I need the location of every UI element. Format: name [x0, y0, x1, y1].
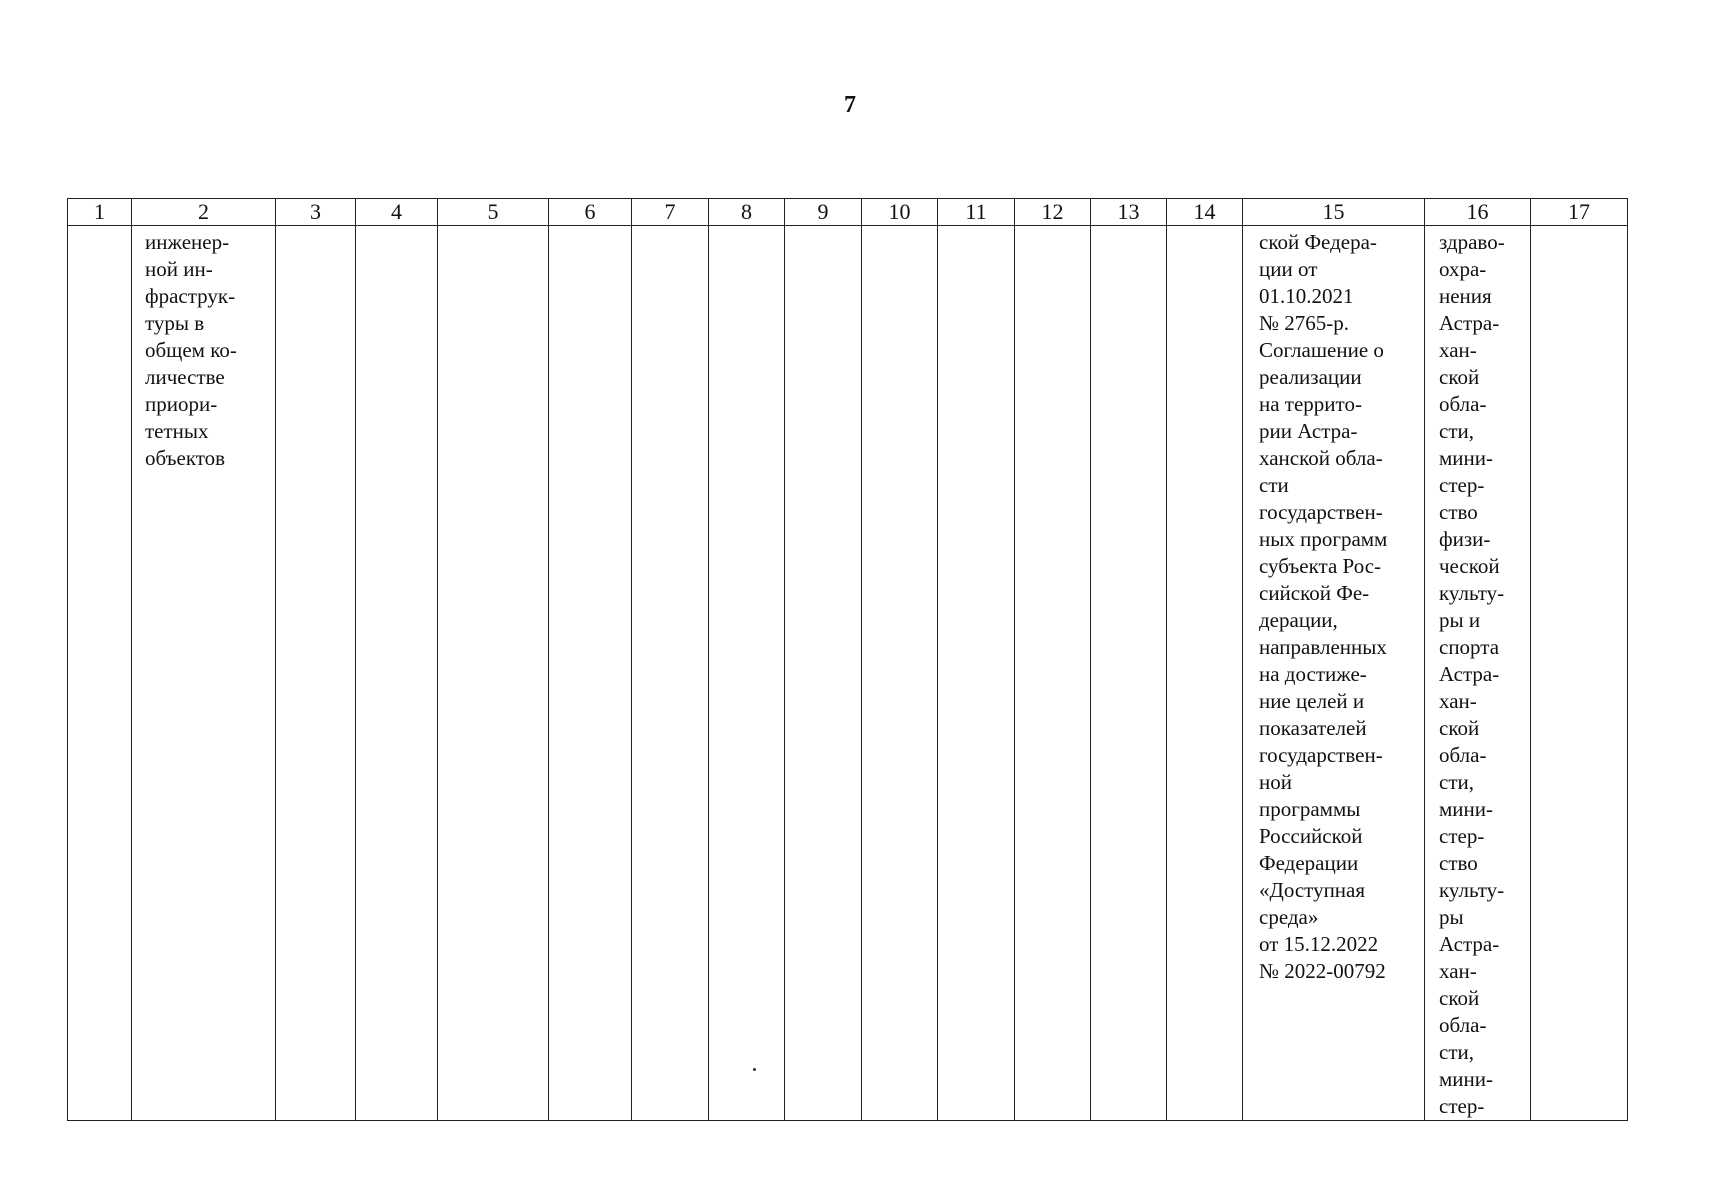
cell-text-4 [356, 226, 437, 229]
table-cell-15 [1243, 226, 1425, 1121]
cell-text-14 [1167, 226, 1242, 229]
column-header-13: 13 [1091, 199, 1167, 226]
column-header-10: 10 [862, 199, 938, 226]
table-cell-5 [438, 226, 549, 1121]
cell-text-2: инженер- ной ин- фраструк- туры в общем ко- личестве приори- тетных объектов [145, 230, 237, 470]
cell-text-9 [785, 226, 861, 229]
column-header-15: 15 [1243, 199, 1425, 226]
table-cell-11 [938, 226, 1015, 1121]
table-cell-16 [1425, 226, 1531, 1121]
column-header-5: 5 [438, 199, 549, 226]
cell-text-13 [1091, 226, 1166, 229]
table-cell-7 [632, 226, 709, 1121]
table-cell-3 [276, 226, 356, 1121]
page-number: 7 [844, 92, 856, 118]
column-header-12: 12 [1015, 199, 1091, 226]
column-header-14: 14 [1167, 199, 1243, 226]
column-header-4: 4 [356, 199, 438, 226]
column-header-3: 3 [276, 199, 356, 226]
cell-text-16: здраво- охра- нения Астра- хан- ской обла- сти, мини- стер- ство физи- ческой культу- ры и спорта Астра- хан- ской обла- сти, мини- стер- ство культу- ры Астра- хан- ской обла- сти, мини- стер- [1439, 230, 1505, 1118]
column-header-6: 6 [549, 199, 632, 226]
table-cell-10 [862, 226, 938, 1121]
column-header-1: 1 [68, 199, 132, 226]
table-row [68, 226, 1628, 1121]
cell-text-6 [549, 226, 631, 229]
column-header-11: 11 [938, 199, 1015, 226]
scan-speck [753, 1068, 756, 1071]
cell-text-5 [438, 226, 548, 229]
column-header-16: 16 [1425, 199, 1531, 226]
cell-text-1 [68, 226, 131, 229]
cell-text-8 [709, 226, 784, 229]
table-cell-14 [1167, 226, 1243, 1121]
column-header-8: 8 [709, 199, 785, 226]
cell-text-17 [1531, 226, 1627, 229]
table-cell-13 [1091, 226, 1167, 1121]
table-cell-4 [356, 226, 438, 1121]
column-header-9: 9 [785, 199, 862, 226]
cell-text-3 [276, 226, 355, 229]
table-cell-12 [1015, 226, 1091, 1121]
table-cell-17 [1531, 226, 1628, 1121]
column-header-7: 7 [632, 199, 709, 226]
header-row [68, 199, 1628, 226]
table-cell-1 [68, 226, 132, 1121]
table-cell-8 [709, 226, 785, 1121]
cell-text-11 [938, 226, 1014, 229]
cell-text-12 [1015, 226, 1090, 229]
cell-text-15: ской Федера- ции от 01.10.2021 № 2765-р. Соглашение о реализации на террито- рии Астра- ханской обла- сти государствен- ных программ субъекта Рос- сийской Фе- дерации, направленных на достиже- ние целей и показателей государствен- ной программы Российской Федерации «Доступная среда» от 15.12.2022 № 2022-00792 [1259, 230, 1388, 983]
table-cell-9 [785, 226, 862, 1121]
cell-text-10 [862, 226, 937, 229]
table-cell-2 [132, 226, 276, 1121]
column-header-2: 2 [132, 199, 276, 226]
table-cell-6 [549, 226, 632, 1121]
cell-text-7 [632, 226, 708, 229]
column-header-17: 17 [1531, 199, 1628, 226]
document-table [67, 198, 1628, 1121]
